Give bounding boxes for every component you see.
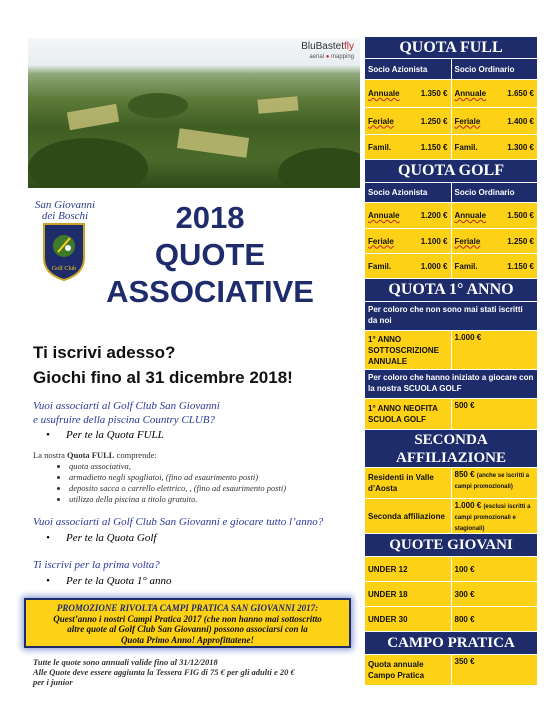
footnote: Tutte le quote sono annuali valide fino al 31/12/2018 Alle Quote deve essere aggiunta la Tessera FIG di 75 € per gli adulti e 20 € per i junior bbox=[33, 657, 295, 687]
title-year: 2018 bbox=[175, 200, 245, 235]
price-cell: Famil. 1.150 € bbox=[452, 254, 538, 278]
price-cell: Famil. 1.300 € bbox=[452, 135, 538, 159]
second-affiliation-header: SECONDA AFFILIAZIONE bbox=[365, 430, 537, 468]
headline-1: Ti iscrivi adesso? bbox=[33, 343, 176, 362]
label-cell: 1° ANNO NEOFITA SCUOLA GOLF bbox=[365, 399, 452, 429]
question-full: Vuoi associarti al Golf Club San Giovanni e usufruire della piscina Country CLUB? bbox=[33, 400, 220, 426]
price-cell: Feriale 1.250 € bbox=[365, 108, 452, 134]
price-cell: Famil. 1.000 € bbox=[365, 254, 452, 278]
full-description: La nostra Quota FULL comprende: • quota associativa, • armadietto negli spogliatoi, (fino ad esaurimento posti) • deposito sacca o carrello elettrico, , (fino ad esaurimento posti) • utilizzo della piscina a titolo gratuito. bbox=[33, 450, 286, 505]
value-cell: 350 € bbox=[452, 655, 538, 685]
price-cell: Annuale 1.350 € bbox=[365, 80, 452, 107]
label-cell: Quota annuale Campo Pratica bbox=[365, 655, 452, 685]
price-cell: Annuale 1.200 € bbox=[365, 203, 452, 228]
value-cell: 1.000 € bbox=[452, 331, 538, 369]
col-header: Socio Azionista bbox=[365, 183, 452, 202]
label-cell: 1° ANNO SOTTOSCRIZIONE ANNUALE bbox=[365, 331, 452, 369]
bullet-full: • Per te la Quota FULL bbox=[48, 429, 164, 441]
full-item: • utilizzo della piscina a titolo gratuito. bbox=[69, 494, 286, 505]
price-cell: Feriale 1.100 € bbox=[365, 229, 452, 253]
price-cell: Famil. 1.150 € bbox=[365, 135, 452, 159]
brand-watermark: BluBastetfly aerial ● mapping bbox=[301, 41, 354, 60]
quota-first-year-header: QUOTA 1° ANNO bbox=[365, 279, 537, 302]
value-cell: 800 € bbox=[452, 607, 538, 631]
col-header: Socio Azionista bbox=[365, 59, 452, 79]
value-cell: 500 € bbox=[452, 399, 538, 429]
label-cell: Seconda affiliazione bbox=[365, 499, 452, 533]
full-item: • quota associativa, bbox=[69, 461, 286, 472]
value-cell: 100 € bbox=[452, 557, 538, 581]
full-item: • armadietto negli spogliatoi, (fino ad esaurimento posti) bbox=[69, 472, 286, 483]
club-logo: San Giovanni dei Boschi Golf Club bbox=[30, 200, 100, 290]
bullet-first-year: • Per te la Quota 1° anno bbox=[48, 575, 172, 587]
price-cell: Annuale 1.500 € bbox=[452, 203, 538, 228]
label-cell: UNDER 18 bbox=[365, 582, 452, 606]
young-header: QUOTE GIOVANI bbox=[365, 534, 537, 557]
label-cell: UNDER 30 bbox=[365, 607, 452, 631]
price-panel bbox=[365, 37, 537, 686]
note-row: Per coloro che non sono mai stati iscritti da noi bbox=[365, 302, 537, 330]
promo-box: PROMOZIONE RIVOLTA CAMPI PRATICA SAN GIOVANNI 2017: Quest’anno i nostri Campi Pratica 2017 (che non hanno mai sottoscritto altre quote al Golf Club San Giovanni) possono associarsi con la Quota Primo Anno! Approfittatene! bbox=[24, 598, 351, 648]
price-cell: Feriale 1.250 € bbox=[452, 229, 538, 253]
club-crest-label: Golf Club bbox=[51, 266, 77, 272]
col-header: Socio Ordinario bbox=[452, 183, 538, 202]
note-row: Per coloro che hanno iniziato a giocare con la nostra SCUOLA GOLF bbox=[365, 370, 537, 398]
price-cell: Feriale 1.400 € bbox=[452, 108, 538, 134]
title-quote: QUOTE bbox=[154, 237, 266, 272]
aerial-photo bbox=[28, 38, 360, 188]
question-golf: Vuoi associarti al Golf Club San Giovanni e giocare tutto l’anno? bbox=[33, 516, 324, 528]
label-cell: Residenti in Valle d’Aosta bbox=[365, 468, 452, 498]
title-associative: ASSOCIATIVE bbox=[106, 274, 314, 309]
col-header: Socio Ordinario bbox=[452, 59, 538, 79]
value-cell: 300 € bbox=[452, 582, 538, 606]
value-cell: 1.000 € (esclusi iscritti a campi promozionali e stagionali) bbox=[452, 499, 538, 533]
headline-2: Giochi fino al 31 dicembre 2018! bbox=[33, 368, 293, 387]
quota-full-header: QUOTA FULL bbox=[365, 37, 537, 59]
value-cell: 850 € (anche se iscritti a campi promozionali) bbox=[452, 468, 538, 498]
full-item: • deposito sacca o carrello elettrico, , (fino ad esaurimento posti) bbox=[69, 483, 286, 494]
label-cell: UNDER 12 bbox=[365, 557, 452, 581]
price-cell: Annuale 1.650 € bbox=[452, 80, 538, 107]
bullet-golf: • Per te la Quota Golf bbox=[48, 532, 156, 544]
practice-header: CAMPO PRATICA bbox=[365, 632, 537, 655]
quota-golf-header: QUOTA GOLF bbox=[365, 160, 537, 183]
question-first-year: Ti iscrivi per la prima volta? bbox=[33, 559, 160, 571]
